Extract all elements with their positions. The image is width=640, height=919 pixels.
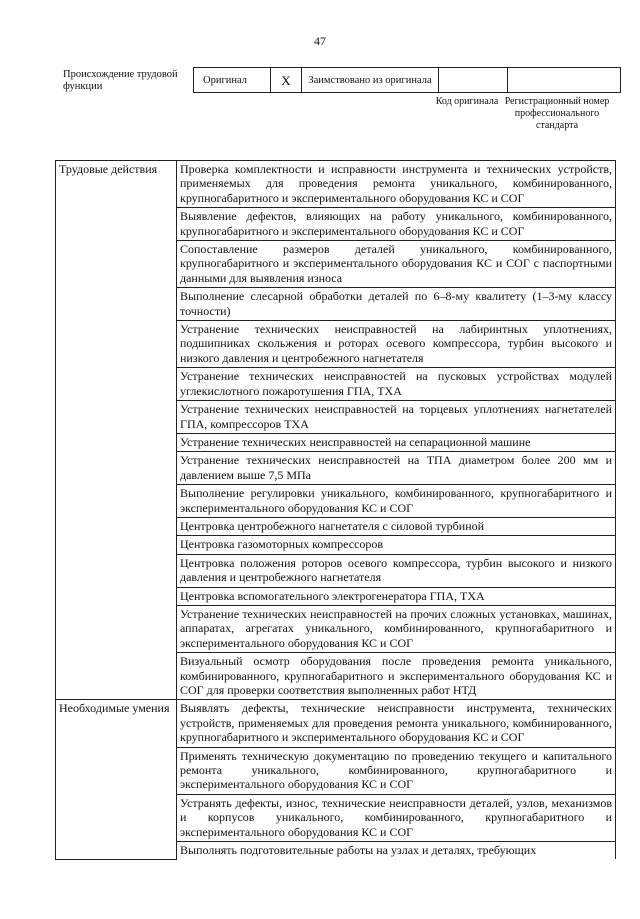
table-row xyxy=(56,700,616,747)
required-skills-label: Необходимые умения xyxy=(56,700,177,860)
code-cell xyxy=(439,68,508,93)
reg-number-label: Регистрационный номер профессионального стандарта xyxy=(504,96,610,131)
labor-action-item: Выявление дефектов, влияющих на работу уникального, комбинированного, крупногабаритного и экспериментального оборудования КС и СОГ xyxy=(177,208,616,241)
labor-action-item: Визуальный осмотр оборудования после проведения ремонта уникального, комбинированного, крупногабаритного и экспериментального оборудования КС и СОГ для проверки соответствия выполненных работ НТД xyxy=(177,653,616,700)
origin-label: Происхождение трудовой функции xyxy=(63,69,178,92)
reg-number-cell xyxy=(508,68,621,93)
page-number: 47 xyxy=(314,34,326,48)
table-row xyxy=(56,161,616,208)
skill-item: Выполнять подготовительные работы на узлах и деталях, требующих xyxy=(177,842,616,860)
labor-action-item: Устранение технических неисправностей на пусковых устройствах модулей углекислотного пожаротушения ГПА, ТХА xyxy=(177,368,616,401)
labor-action-item: Устранение технических неисправностей на прочих сложных установках, машинах, аппаратах, агрегатах уникального, комбинированного, крупногабаритного и экспериментального оборудования КС и СОГ xyxy=(177,605,616,652)
borrowed-cell: Заимствовано из оригинала xyxy=(302,68,439,93)
labor-action-item: Выполнение регулировки уникального, комбинированного, крупногабаритного и экспериментального оборудования КС и СОГ xyxy=(177,485,616,518)
labor-action-item: Устранение технических неисправностей на лабиринтных уплотнениях, подшипниках скольжения и роторах осевого компрессора, турбин высокого и низкого давления и центробежного нагнетателя xyxy=(177,321,616,368)
labor-function-table xyxy=(55,160,616,860)
labor-action-item: Центровка положения роторов осевого компрессора, турбин высокого и низкого давления и центробежного нагнетателя xyxy=(177,554,616,587)
labor-action-item: Сопоставление размеров деталей уникального, комбинированного, крупногабаритного и экспериментального оборудования КС и СОГ с паспортными данными для выявления износа xyxy=(177,241,616,288)
labor-action-item: Выполнение слесарной обработки деталей по 6–8-му квалитету (1–3-му классу точности) xyxy=(177,288,616,321)
original-mark: X xyxy=(271,68,302,93)
skill-item: Применять техническую документацию по проведению текущего и капитального ремонта уникального, комбинированного, крупногабаритного и экспериментального оборудования КС и СОГ xyxy=(177,747,616,794)
labor-action-item: Проверка комплектности и исправности инструмента и технических устройств, применяемых для проведения ремонта уникального, комбинированного, крупногабаритного и экспериментального оборудования КС и СОГ xyxy=(177,161,616,208)
labor-action-item: Устранение технических неисправностей на ТПА диаметром более 200 мм и давлением выше 7,5 МПа xyxy=(177,452,616,485)
origin-table xyxy=(193,67,621,93)
skill-item: Выявлять дефекты, технические неисправности инструмента, технических устройств, применяемых для проведения ремонта уникального, комбинированного, крупногабаритного и экспериментального оборудования КС и СОГ xyxy=(177,700,616,747)
skill-item: Устранять дефекты, износ, технические неисправности деталей, узлов, механизмов и корпусов уникального, комбинированного, крупногабаритного и экспериментального оборудования КС и СОГ xyxy=(177,794,616,841)
labor-actions-label: Трудовые действия xyxy=(56,161,177,700)
labor-action-item: Устранение технических неисправностей на торцевых уплотнениях нагнетателей ГПА, компрессоров ТХА xyxy=(177,401,616,434)
code-label: Код оригинала xyxy=(435,96,499,107)
labor-action-item: Устранение технических неисправностей на сепарационной машине xyxy=(177,433,616,451)
labor-action-item: Центровка газомоторных компрессоров xyxy=(177,536,616,554)
labor-action-item: Центровка центробежного нагнетателя с силовой турбиной xyxy=(177,517,616,535)
original-cell: Оригинал xyxy=(194,68,271,93)
labor-action-item: Центровка вспомогательного электрогенератора ГПА, ТХА xyxy=(177,587,616,605)
